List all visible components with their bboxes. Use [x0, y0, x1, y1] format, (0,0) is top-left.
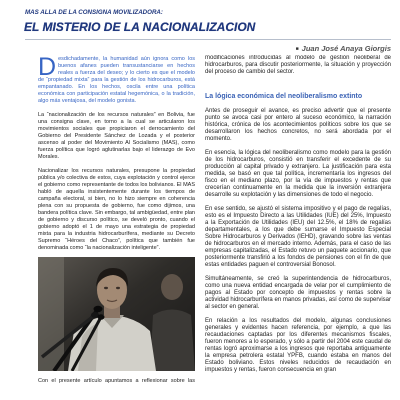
article-title: EL MISTERIO DE LA NACIONALIZACION: [24, 20, 256, 34]
article-kicker: MAS ALLA DE LA CONSIGNA MOVILIZADORA:: [25, 9, 163, 16]
lead-paragraph: [38, 56, 195, 105]
section-heading: La lógica económica del neoliberalismo extinto: [205, 93, 363, 100]
right-column: [205, 55, 391, 398]
body-paragraph: La “nacionalización de los recursos naturales” en Bolivia, fue una consigna clave, en torno a la cual se articularon los movimientos sociales que propiciaron el derrocamiento del Gobierno del Presidente Sánchez de Lozada y el posterior ascenso al poder del Movimiento Al Socialismo (MAS), como fuerza política que logró aglutinarlas bajo el liderazgo de Evo Morales.: [38, 112, 195, 160]
lead-text: esdichadamente, la humanidad aún ignora como los buenos afanes pueden transustanciarse en hechos reales a fuerza del deseo; y lo cierto es que el modelo de “propiedad mixta” para la gestión de los hidrocarburos, está empantanado. En los hechos, oscila entre una política económica con participación estatal hegemónica, o la tradición, algo más ventajosa, del modelo gonista.: [38, 56, 195, 104]
left-column: [38, 56, 195, 254]
body-paragraph: Nacionalizar los recursos naturales, presupone la propiedad pública y/o colectiva de estos, cuya explotación y control ejerce el gobierno como representante de todos los bolivianos. El MAS habló de aquella insistentemente durante los tiempos de campaña electoral, si bien, no lo hizo siempre en coherencia plena con su propuesta de gobierno, fue como dijimos, una bandera política clave. Sin embargo, tal ambigüedad, entre plan de gobierno y discurso político, se develó pronto, cuando el gobierno adoptó el 1 de mayo una estrategia de propiedad mixta para la industria hidrocarburífera, mediante su Decreto Supremo “Héroes del Chaco”, política que también fue denominada como “la nacionalización inteligente”.: [38, 168, 195, 251]
body-paragraph: En esencia, la lógica del neoliberalismo como modelo para la gestión de los hidrocarburos, consistió en transferir el excedente de su producción al capital privado y extranjero. La justificación para esta medida, se basó en que tal política, incrementaría los ingresos del fisco en el mediano plazo, por la vía de impuestos y rentas que crecerían continuamente en la medida que la inversión extranjera desarrolle su explotación y las dimensiones de todo el negocio.: [205, 150, 391, 198]
author-byline: [296, 44, 391, 54]
left-column-continuation: Con el presente artículo apuntamos a reflexionar sobre las: [38, 378, 195, 384]
drop-cap: D: [38, 56, 57, 81]
body-paragraph: En relación a los resultados del modelo, algunas conclusiones generales y evidentes hacen referencia, por ejemplo, a que las recaudaciones captadas por los diferentes mecanismos fiscales, fueron menores a lo esperado, y sólo a partir del 2004 este caudal de rentas logró aproximarse a los ingresos que reportaba antiguamente la empresa petrolera estatal YPFB, cuando estaba en manos del Estado boliviano. Estos niveles reducidos de recaudación en impuestos y rentas, fueron consecuencia en gran: [205, 318, 391, 373]
photo-banner: [38, 257, 64, 371]
author-name: Juan José Anaya Giorgis: [301, 44, 391, 53]
photo-image: [38, 257, 195, 371]
body-paragraph: Simultáneamente, se creó la superintendencia de hidrocarburos, como una nueva entidad encargada de velar por el cumplimiento de pagos al Estado por concepto de impuestos y rentas sobre la actividad hidrocarburífera en manos privadas, así como de supervisar al sector en general.: [205, 276, 391, 310]
title-rule: [25, 39, 391, 40]
continued-paragraph: modificaciones introducidas al modelo de gestión neoliberal de hidrocarburos, para discutir posteriormente, la situación y proyección del proceso de cambio del sector.: [205, 55, 391, 75]
body-paragraph: Antes de proseguir el avance, es preciso advertir que el presente punto se avoca casi por entero al suceso económico, la narración histórica, crónica de los acontecimientos políticos sobre los que se desarrollaron los hechos concretos, no será abordada por el momento.: [205, 108, 391, 142]
speaker-at-microphones-photo: [38, 257, 195, 371]
square-bullet-icon: ■: [295, 46, 299, 52]
body-paragraph: En ese sentido, se ajustó el sistema impositivo y el pago de regalías, esto es el Impuesto Directo a las Utilidades (IUE) del 25%, Impuesto a la Exportación de Utilidades (IEU) del 12.5%, el 18% de regalías departamentales, a los que debe sumarse el Impuesto Especial Sobre Hidrocarburos y Derivados (IEHD), gravando sobre las ventas de hidrocarburos en el mercado interno. Además, para el caso de las empresas capitalizadas, el Estado retuvo un paquete accionario, que posteriormente transfirió a los fondos de pensiones con el fin de que estas entidades paguen el controversial Bonosol.: [205, 206, 391, 268]
